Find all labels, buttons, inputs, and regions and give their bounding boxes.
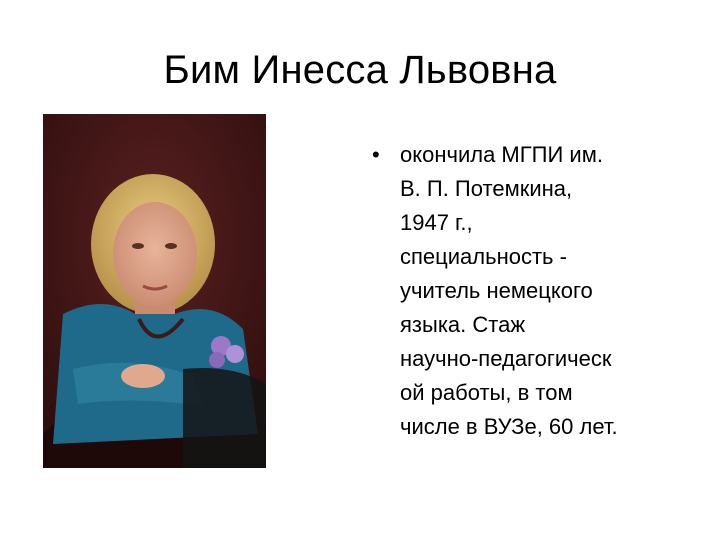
portrait-illustration <box>43 114 266 468</box>
bullet-list <box>372 138 702 444</box>
bullet-icon: • <box>372 142 380 167</box>
bullet-text: окончила МГПИ им. В. П. Потемкина, 1947 г., специальность - учитель немецкого языка. Стаж научно-педагогическ ой работы, в том числе в ВУЗе, 60 лет. <box>400 142 618 439</box>
slide-title: Бим Инесса Львовна <box>163 48 557 92</box>
portrait-photo <box>43 114 266 468</box>
list-item <box>372 138 702 444</box>
